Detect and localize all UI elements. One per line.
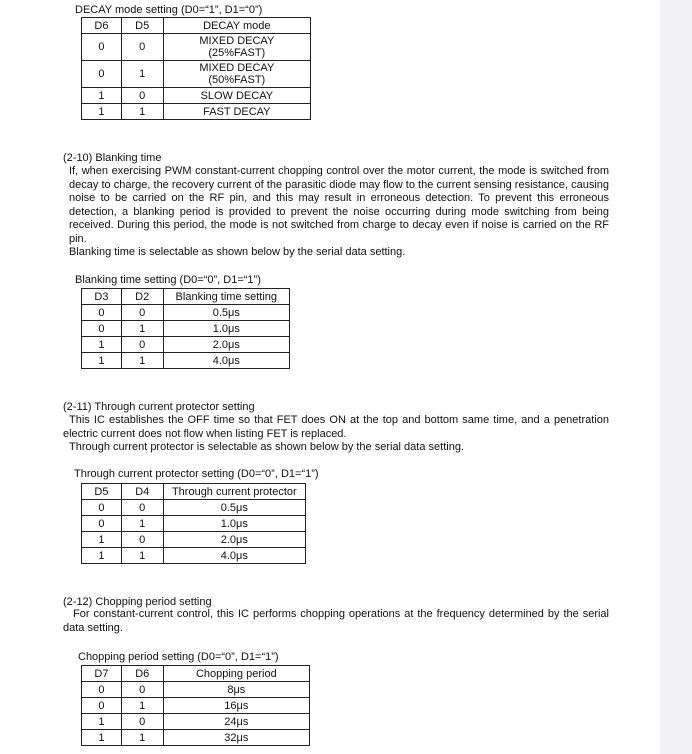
- cell: 8μs: [163, 682, 309, 698]
- col-header: D6: [82, 18, 122, 34]
- cell: 1.0μs: [163, 516, 305, 532]
- cell: 16μs: [163, 698, 309, 714]
- table-row: [82, 516, 306, 532]
- cell: 1: [121, 321, 163, 337]
- cell: 1: [82, 104, 122, 120]
- chopping-body: For constant-current control, this IC performs chopping operations at the frequency determined by the serial data setting.: [63, 608, 609, 634]
- col-header: D5: [82, 484, 122, 500]
- blanking-paragraph: [69, 165, 609, 260]
- table-row: [82, 682, 310, 698]
- cell: 1: [121, 353, 163, 369]
- table-row: [82, 730, 310, 746]
- chopping-heading: (2-12) Chopping period setting: [63, 596, 212, 608]
- cell: 1: [82, 88, 122, 104]
- cell: 0: [82, 698, 122, 714]
- cell: 1: [82, 532, 122, 548]
- table-header-row: [82, 289, 290, 305]
- chopping-paragraph: [63, 608, 609, 635]
- cell: 0: [121, 34, 163, 61]
- cell: 1: [82, 730, 122, 746]
- decay-mode-table: [81, 17, 311, 120]
- blanking-time-table: [81, 288, 290, 369]
- cell: 0: [82, 321, 122, 337]
- cell: 2.0μs: [163, 337, 289, 353]
- cell: 0: [82, 34, 122, 61]
- table-header-row: [82, 666, 310, 682]
- cell: 0: [82, 682, 122, 698]
- through-current-table: [81, 483, 306, 564]
- cell: 0: [121, 337, 163, 353]
- cell: 1: [121, 548, 163, 564]
- cell: 0: [121, 500, 163, 516]
- table-row: [82, 698, 310, 714]
- table-row: [82, 337, 290, 353]
- table-row: [82, 548, 306, 564]
- col-header: D2: [121, 289, 163, 305]
- cell: 0.5μs: [163, 500, 305, 516]
- cell: 0: [82, 516, 122, 532]
- right-scroll-gutter: [660, 0, 692, 754]
- table-row: [82, 321, 290, 337]
- cell: 0: [121, 532, 163, 548]
- cell: 1.0μs: [163, 321, 289, 337]
- decay-table-caption: DECAY mode setting (D0=“1”, D1=“0”): [75, 4, 263, 16]
- cell: 1: [82, 353, 122, 369]
- chopping-table-caption: Chopping period setting (D0=“0”, D1=“1”): [78, 651, 279, 663]
- col-header: Blanking time setting: [163, 289, 289, 305]
- col-header: Through current protector: [163, 484, 305, 500]
- col-header: D3: [82, 289, 122, 305]
- through-body: This IC establishes the OFF time so that FET does ON at the top and bottom same time, and a penetration electric current does not flow when listing FET is replaced.: [63, 414, 609, 440]
- table-row: [82, 500, 306, 516]
- col-header: Chopping period: [163, 666, 309, 682]
- cell: SLOW DECAY: [163, 88, 310, 104]
- blanking-body: If, when exercising PWM constant-current chopping control over the motor current, the mode is switched from decay to charge, the recovery current of the parasitic diode may flow to the current sensing resistance, causing noise to be carried on the RF pin, and this may result in erroneous detection. To prevent this erroneous detection, a blanking period is provided to prevent the noise occurring during mode switching from being received. During this period, the mode is not switched from charge to decay even if noise is carried on the RF pin.: [69, 165, 609, 245]
- cell: FAST DECAY: [163, 104, 310, 120]
- cell: 1: [121, 730, 163, 746]
- table-row: [82, 532, 306, 548]
- cell: 1: [121, 516, 163, 532]
- col-header: D4: [121, 484, 163, 500]
- cell: 2.0μs: [163, 532, 305, 548]
- through-note: Through current protector is selectable as shown below by the serial data setting.: [69, 441, 464, 453]
- blanking-note: Blanking time is selectable as shown below by the serial data setting.: [69, 246, 406, 258]
- cell: MIXED DECAY (50%FAST): [163, 61, 310, 88]
- cell: 4.0μs: [163, 548, 305, 564]
- chopping-period-table: [81, 665, 310, 746]
- col-header: D6: [121, 666, 163, 682]
- table-row: [82, 34, 311, 61]
- cell: 1: [82, 714, 122, 730]
- cell: 1: [82, 548, 122, 564]
- cell: 0: [82, 500, 122, 516]
- col-header: D7: [82, 666, 122, 682]
- cell: 1: [82, 337, 122, 353]
- blanking-heading: (2-10) Blanking time: [63, 152, 162, 164]
- table-row: [82, 353, 290, 369]
- table-row: [82, 61, 311, 88]
- blanking-table-caption: Blanking time setting (D0=“0”, D1=“1”): [75, 274, 261, 286]
- table-row: [82, 714, 310, 730]
- cell: 32μs: [163, 730, 309, 746]
- cell: 0: [121, 682, 163, 698]
- cell: 24μs: [163, 714, 309, 730]
- cell: 1: [121, 698, 163, 714]
- cell: 0.5μs: [163, 305, 289, 321]
- table-header-row: [82, 484, 306, 500]
- table-row: [82, 104, 311, 120]
- col-header: D5: [121, 18, 163, 34]
- cell: 4.0μs: [163, 353, 289, 369]
- through-heading: (2-11) Through current protector setting: [63, 401, 255, 413]
- cell: 1: [121, 61, 163, 88]
- cell: 0: [82, 61, 122, 88]
- cell: 0: [82, 305, 122, 321]
- table-header-row: [82, 18, 311, 34]
- cell: 1: [121, 104, 163, 120]
- cell: 0: [121, 305, 163, 321]
- cell: MIXED DECAY (25%FAST): [163, 34, 310, 61]
- col-header: DECAY mode: [163, 18, 310, 34]
- table-row: [82, 305, 290, 321]
- through-table-caption: Through current protector setting (D0=“0”, D1=“1”): [74, 468, 319, 480]
- cell: 0: [121, 88, 163, 104]
- through-paragraph: [63, 414, 609, 455]
- cell: 0: [121, 714, 163, 730]
- table-row: [82, 88, 311, 104]
